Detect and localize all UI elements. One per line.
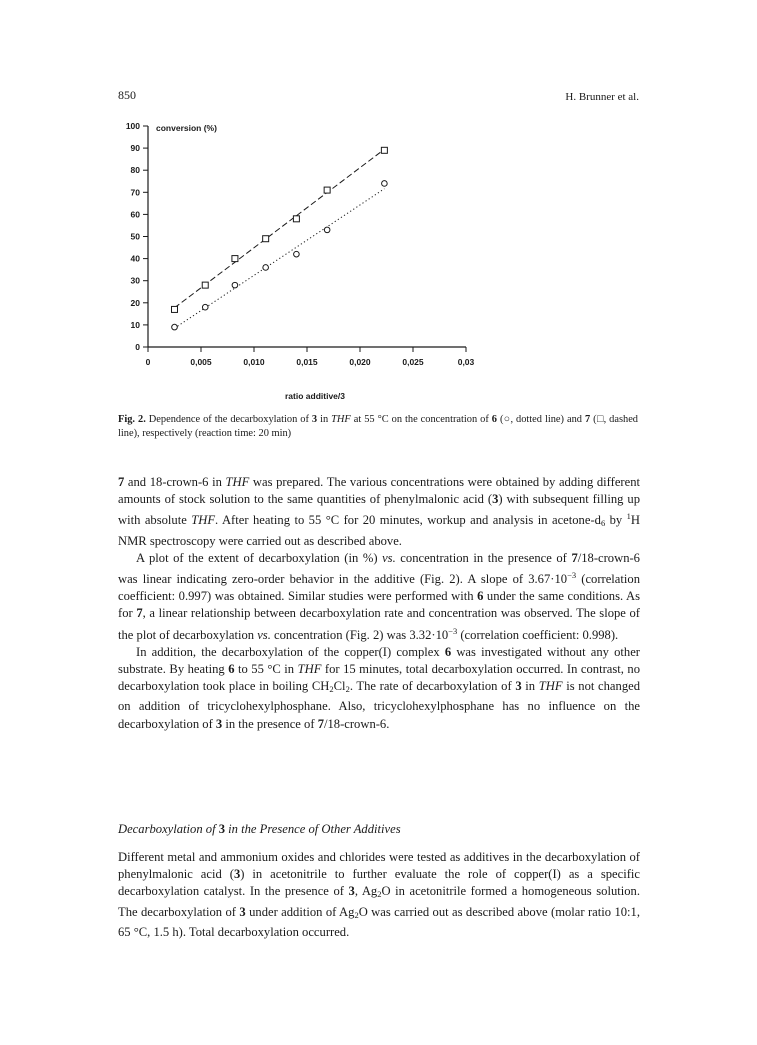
figure-label: Fig. 2. [118,414,146,425]
body-text [118,474,640,733]
x-axis-label: ratio additive/3 [285,391,345,401]
figure-2-chart [108,112,488,404]
y-tick-label: 60 [130,209,140,220]
x-tick-label: 0,03 [457,357,475,367]
figure-caption: Fig. 2. Dependence of the decarboxylation of 3 in THF at 55 °C on the concentration of 6 (○, dotted line) and 7 (□, dashed line), respectively (reaction time: 20 min) [118,414,639,439]
y-tick-label: 10 [130,319,140,330]
x-tick-label: 0 [145,357,151,367]
y-tick-label: 20 [130,297,140,308]
series-2-point [293,216,299,222]
series-1-point [202,304,208,310]
series-2-point [324,187,330,193]
series-2-point [263,236,269,242]
series-2-point [172,306,178,312]
x-tick-label: 0,010 [243,357,265,367]
series-2-point [202,282,208,288]
paragraph-3: In addition, the decarboxylation of the copper(I) complex 6 was investigated without any other substrate. By heating 6 to 55 °C in THF for 15 minutes, total decarboxylation occurred. In contrast, no decarboxylation took place in boiling $CH_2Cl_2$. The rate of decarboxylation of 3 in THF is not changed on addition of tricyclohexylphosphane. Also, tricyclohexylphosphane has no influence on the decarboxylation of 3 in the presence of 7/18-crown-6. [118,644,641,731]
series-1-point [294,251,300,257]
y-tick-label: 80 [130,165,140,176]
series-2-point [232,256,238,262]
y-tick-label: 90 [130,143,140,154]
y-tick-label: 0 [135,342,140,352]
series-1-point [324,227,330,233]
series-1-point [263,265,269,271]
y-tick-label: 70 [130,187,140,198]
x-tick-label: 0,005 [190,357,212,367]
running-head: H. Brunner et al. [565,91,639,103]
x-tick-label: 0,025 [402,357,424,367]
series-1-point [382,181,388,187]
y-tick-label: 40 [130,253,140,264]
chart-series-lines [175,149,385,328]
paragraph-1: 7 and 18-crown-6 in THF was prepared. The various concentrations were obtained by adding different amounts of stock solution to the same quantities of phenylmalonic acid (3) with subsequent filling up with absolute THF. After heating to 55 °C for 20 minutes, workup and analysis in acetone-$d_6$ by $^1$H NMR spectroscopy were carried out as described above. [118,475,641,548]
y-tick-label: 50 [130,231,140,242]
y-tick-label: 30 [130,275,140,286]
chart-series-marks [172,147,388,330]
section-heading: Decarboxylation of 3 in the Presence of Other Additives [118,822,401,836]
x-tick-label: 0,015 [296,357,318,367]
x-tick-label: 0,020 [349,357,371,367]
paragraph-2: A plot of the extent of decarboxylation (in %) vs. concentration in the presence of 7/18-crown-6 was linear indicating zero-order behavior in the additive (Fig. 2). A slope of $3.67\cdot 10^{-3}$ (correlation coefficient: 0.997) was obtained. Similar studies were performed with 6 under the same conditions. As for 7, a linear relationship between decarboxylation rate and concentration was observed. The slope of the plot of decarboxylation vs. concentration (Fig. 2) was $3.32\cdot 10^{-3}$ (correlation coefficient: 0.998). [118,550,640,642]
series-2-point [381,147,387,153]
series-1-point [232,282,238,288]
y-tick-label: 100 [125,121,140,131]
y-axis-label: conversion (%) [156,123,217,133]
body-text-2 [118,849,640,941]
paragraph-4: Different metal and ammonium oxides and chlorides were tested as additives in the decarboxylation of phenylmalonic acid (3) in acetonitrile to further evaluate the role of copper(I) as a specific decarboxylation catalyst. In the presence of 3, $Ag_2O$ in acetonitrile formed a homogeneous solution. The decarboxylation of 3 under addition of $Ag_2O$ was carried out as described above (molar ratio 10:1, 65 °C, 1.5 h). Total decarboxylation occurred. [118,850,641,939]
chart-axes [126,121,475,367]
page-number: 850 [118,88,136,102]
series-1-point [172,324,178,330]
